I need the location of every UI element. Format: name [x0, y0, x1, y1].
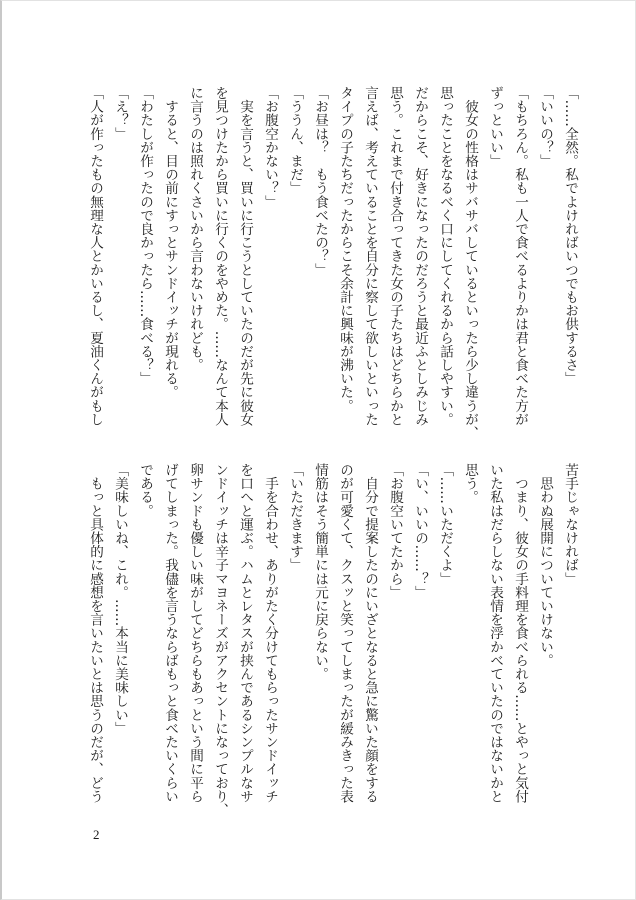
text-column: 手を合わせ、ありがたく分けてもらったサンドイッチ — [262, 463, 278, 803]
text-column: 「ううん、まだ」 — [287, 86, 303, 195]
text-column: 「いただきます」 — [287, 463, 303, 572]
text-column: 思う。 — [462, 463, 478, 504]
text-column: 思わぬ展開についていけない。 — [537, 463, 553, 667]
text-column: 実を言うと、買いに行こうとしていたのだが先に彼女 — [237, 86, 253, 426]
text-column: タイプの子たちだったからこそ余計に興味が沸いた。 — [337, 86, 353, 413]
text-column: 「いいの？」 — [537, 86, 553, 168]
text-column: 「もちろん。私も一人で食べるよりかは君と食べた方が — [512, 86, 528, 426]
text-column: いた私はだらしない表情を浮かべていたのではないかと — [487, 463, 503, 803]
text-column: つまり、彼女の手料理を食べられる……とやっと気付 — [512, 463, 528, 803]
text-column: 「お腹空かない？」 — [262, 86, 278, 209]
text-column: 「お昼は？ もう食べたの？」 — [312, 86, 328, 277]
text-column: のが可愛くて、クスッと笑ってしまったが緩みきった表 — [337, 463, 353, 803]
text-column: すると、目の前にすっとサンドイッチが現れる。 — [162, 86, 178, 399]
text-column: を見つけたから買いに行くのをやめた。……なんて本人 — [212, 86, 228, 426]
text-column: 言えば、考えていることを自分に察して欲しいといった — [362, 86, 378, 426]
text-column: 苦手じゃなければ」 — [562, 463, 578, 586]
text-column: ンドイッチは辛子マヨネーズがアクセントになっており、 — [212, 463, 228, 817]
text-column: 思ったことをなるべく口にしてくれるから話しやすい。 — [437, 86, 453, 426]
text-column: もっと具体的に感想を言いたいとは思うのだが、どう — [87, 463, 103, 803]
text-column: 「お腹空いてたから」 — [387, 463, 403, 599]
text-column: 「い、いいの……？」 — [412, 463, 428, 599]
text-column: 思う。これまで付き合ってきた女の子たちはどちらかと — [387, 86, 403, 426]
text-column: ずっといい」 — [487, 86, 503, 168]
text-column: 情筋はそう簡単には元に戻らない。 — [312, 463, 328, 681]
text-column: 「美味しいね、これ。……本当に美味しい」 — [112, 463, 128, 735]
text-column: げてしまった。我儘を言うならばもっと食べたいくらい — [162, 463, 178, 803]
text-column: だからこそ、好きになったのだろうと最近ふとしみじみ — [412, 86, 428, 426]
text-column: を口へと運ぶ。ハムとレタスが挟んであるシンプルなサ — [237, 463, 253, 803]
text-column: 自分で提案したのにいざとなると急に驚いた顔をする — [362, 463, 378, 803]
text-column: 彼女の性格はサバサバしているといったら少し違うが、 — [462, 86, 478, 440]
text-column: 「え？」 — [112, 86, 128, 141]
text-column: 卵サンドも優しい味がしてどちらもあっという間に平ら — [187, 463, 203, 803]
text-column: に言うのは照れくさいから言わないけれども。 — [187, 86, 203, 372]
text-column: 「……いただくよ」 — [437, 463, 453, 586]
text-column: 「わたしが作ったので良かったら……食べる？」 — [137, 86, 153, 386]
lower-text-block — [82, 463, 582, 823]
text-column: 「人が作ったもの無理な人とかいるし、夏油くんがもし — [87, 86, 103, 426]
upper-text-block — [82, 86, 582, 446]
text-column: である。 — [137, 463, 153, 518]
page-number: 2 — [93, 827, 100, 842]
text-column: 「……全然。私でよければいつでもお供するさ」 — [562, 86, 578, 386]
